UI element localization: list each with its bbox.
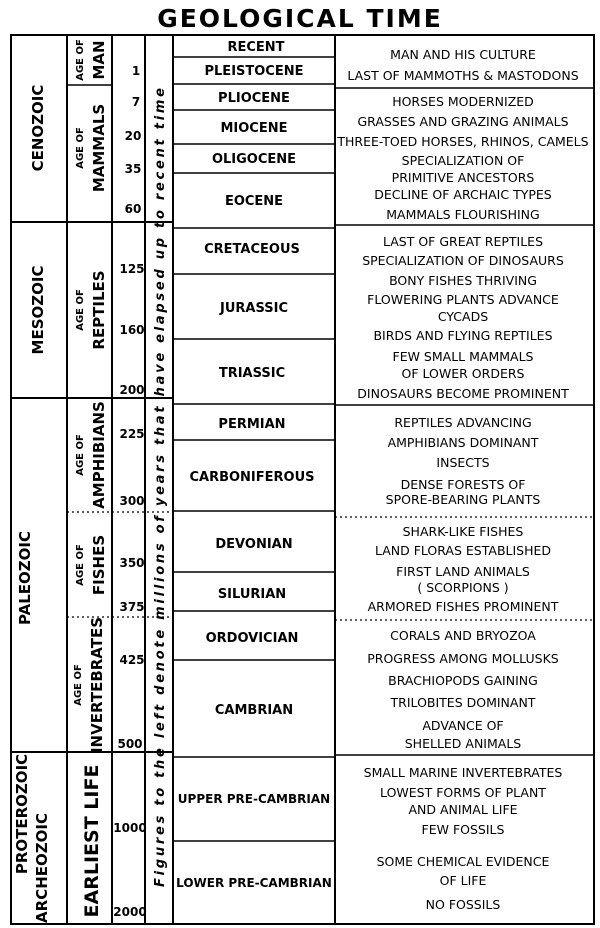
page-title: GEOLOGICAL TIME (157, 4, 443, 33)
life-text: FLOWERING PLANTS ADVANCE (367, 292, 559, 307)
life-text: OF LOWER ORDERS (401, 366, 525, 381)
era-label-cenozoic: CENOZOIC (29, 84, 47, 172)
year-label: 35 (124, 162, 142, 176)
life-text: LAST OF GREAT REPTILES (382, 234, 544, 249)
age-label-prefix: AGE OF (75, 289, 86, 331)
vertical-note: Figures to the left denote millions of years that have elapsed up to recent time (153, 87, 168, 887)
life-text: FIRST LAND ANIMALS (396, 564, 530, 579)
year-label: 7 (131, 95, 141, 109)
age-label-reptiles: REPTILES (90, 270, 108, 350)
age-label-fishes: FISHES (90, 534, 108, 596)
age-label-prefix: AGE OF (73, 664, 84, 706)
period-ordovician: ORDOVICIAN (205, 631, 299, 646)
life-text: DENSE FORESTS OF (400, 477, 526, 492)
year-label: 60 (124, 202, 142, 216)
period-devonian: DEVONIAN (215, 537, 293, 552)
life-text: BIRDS AND FLYING REPTILES (373, 328, 553, 343)
period-miocene: MIOCENE (220, 121, 288, 136)
year-label: 125 (119, 262, 145, 276)
year-label: 500 (117, 737, 143, 751)
age-label-mammals: MAMMALS (90, 103, 108, 193)
life-text: MAN AND HIS CULTURE (390, 47, 536, 62)
life-text: ADVANCE OF (422, 718, 504, 733)
life-text: DINOSAURS BECOME PROMINENT (357, 386, 569, 401)
life-text: BONY FISHES THRIVING (389, 273, 537, 288)
life-text: LAST OF MAMMOTHS & MASTODONS (347, 68, 579, 83)
year-label: 350 (119, 556, 145, 570)
era-label-proterozoic: PROTEROZOIC (13, 753, 31, 875)
year-label: 375 (119, 600, 145, 614)
year-label: 160 (119, 323, 145, 337)
year-label: 425 (119, 653, 145, 667)
era-label-mesozoic: MESOZOIC (29, 265, 47, 355)
life-text: REPTILES ADVANCING (394, 415, 532, 430)
life-text: PROGRESS AMONG MOLLUSKS (367, 651, 559, 666)
age-label-prefix: AGE OF (75, 544, 86, 586)
period-cretaceous: CRETACEOUS (204, 242, 300, 257)
age-label-amphibians: AMPHIBIANS (90, 401, 108, 509)
life-text: ARMORED FISHES PROMINENT (367, 599, 559, 614)
period-cambrian: CAMBRIAN (214, 703, 294, 718)
life-text: LOWEST FORMS OF PLANT (380, 785, 546, 800)
year-label: 1 (131, 64, 141, 78)
life-text: SMALL MARINE INVERTEBRATES (363, 765, 563, 780)
life-text: MAMMALS FLOURISHING (386, 207, 540, 222)
life-text: SHELLED ANIMALS (404, 736, 522, 751)
age-label-prefix: AGE OF (75, 434, 86, 476)
life-text: FEW SMALL MAMMALS (392, 349, 534, 364)
age-label-prefix: AGE OF (75, 127, 86, 169)
year-label: 20 (124, 129, 142, 143)
year-label: 300 (119, 494, 145, 508)
life-text: SPECIALIZATION OF DINOSAURS (362, 253, 564, 268)
life-text: INSECTS (436, 455, 490, 470)
life-text: CORALS AND BRYOZOA (390, 628, 536, 643)
age-label-man: MAN (90, 40, 108, 80)
life-text: SPORE-BEARING PLANTS (385, 492, 541, 507)
period-pliocene: PLIOCENE (218, 91, 290, 106)
life-text: HORSES MODERNIZED (392, 94, 534, 109)
year-label: 2000 (113, 905, 147, 919)
age-label-earliest-life: EARLIEST LIFE (81, 764, 103, 918)
period-permian: PERMIAN (218, 417, 286, 432)
period-recent: RECENT (227, 40, 285, 55)
period-silurian: SILURIAN (217, 587, 287, 602)
life-text: PRIMITIVE ANCESTORS (391, 170, 535, 185)
life-text: FEW FOSSILS (421, 822, 505, 837)
life-text: AMPHIBIANS DOMINANT (387, 435, 539, 450)
period-triassic: TRIASSIC (218, 366, 286, 381)
era-label-archeozoic: ARCHEOZOIC (33, 813, 51, 923)
life-text: DECLINE OF ARCHAIC TYPES (374, 187, 552, 202)
period-lower-pre-cambrian: LOWER PRE-CAMBRIAN (176, 876, 332, 890)
life-text: GRASSES AND GRAZING ANIMALS (357, 114, 569, 129)
year-label: 1000 (113, 821, 147, 835)
life-text: OF LIFE (439, 873, 487, 888)
year-label: 225 (119, 427, 145, 441)
age-label-invertebrates: INVERTEBRATES (88, 616, 106, 754)
life-text: LAND FLORAS ESTABLISHED (374, 543, 552, 558)
life-text: BRACHIOPODS GAINING (388, 673, 538, 688)
life-text: SOME CHEMICAL EVIDENCE (376, 854, 550, 869)
life-text: ( SCORPIONS ) (417, 580, 509, 595)
life-text: SHARK-LIKE FISHES (402, 524, 524, 539)
life-text: AND ANIMAL LIFE (408, 802, 518, 817)
period-oligocene: OLIGOCENE (211, 152, 297, 167)
era-label-paleozoic: PALEOZOIC (16, 531, 34, 625)
life-text: TRILOBITES DOMINANT (390, 695, 536, 710)
period-jurassic: JURASSIC (220, 301, 288, 316)
life-text: THREE-TOED HORSES, RHINOS, CAMELS (337, 134, 589, 149)
period-pleistocene: PLEISTOCENE (204, 64, 304, 79)
period-upper-pre-cambrian: UPPER PRE-CAMBRIAN (177, 792, 331, 806)
life-text: SPECIALIZATION OF (401, 153, 525, 168)
year-label: 200 (119, 383, 145, 397)
period-eocene: EOCENE (224, 194, 284, 209)
life-text: CYCADS (437, 309, 489, 324)
age-label-prefix: AGE OF (75, 39, 86, 81)
life-text: NO FOSSILS (425, 897, 501, 912)
period-carboniferous: CARBONIFEROUS (189, 470, 315, 485)
